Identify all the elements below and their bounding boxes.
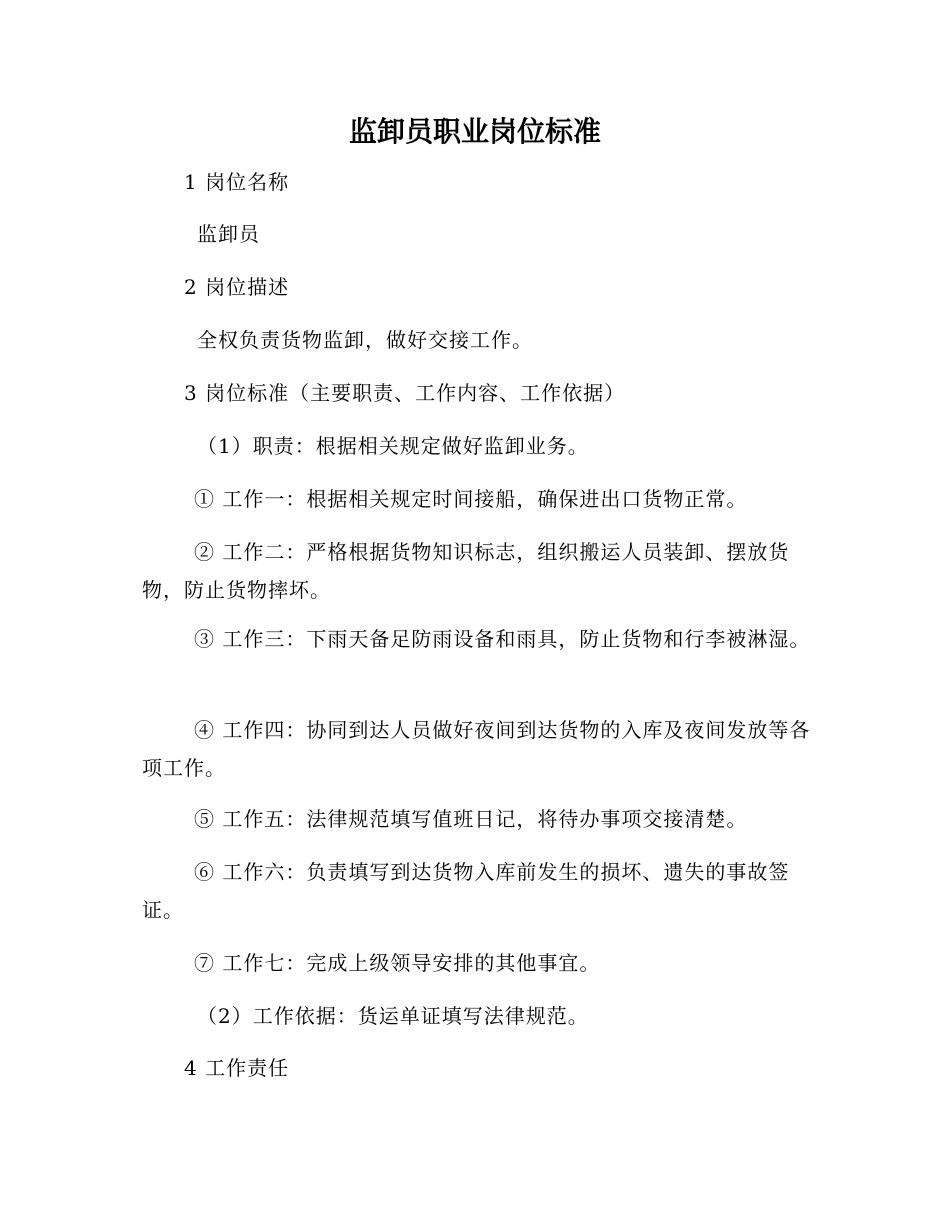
section-3-item-6: ⑥ 工作六：负责填写到达货物入库前发生的损坏、遗失的事故签证。 (142, 860, 790, 922)
section-3-item-2: ② 工作二：严格根据货物知识标志，组织搬运人员装卸、摆放货物，防止货物摔坏。 (142, 540, 790, 602)
document-title: 监卸员职业岗位标准 (348, 115, 601, 148)
section-3-item-3: ③ 工作三：下雨天备足防雨设备和雨具，防止货物和行李被淋湿。 (194, 627, 811, 651)
section-3-duty-paragraph: （1）职责：根据相关规定做好监卸业务。 (197, 434, 589, 458)
section-3-item-1: ① 工作一：根据相关规定时间接船，确保进出口货物正常。 (194, 487, 748, 511)
section-3-item-7: ⑦ 工作七：完成上级领导安排的其他事宜。 (194, 951, 601, 975)
section-3-item-4: ④ 工作四：协同到达人员做好夜间到达货物的入库及夜间发放等各项工作。 (142, 718, 811, 780)
section-1-heading: 1 岗位名称 (184, 170, 290, 194)
section-2-body: 全权负责货物监卸，做好交接工作。 (197, 328, 533, 352)
section-1-body: 监卸员 (197, 222, 260, 246)
section-3-basis-paragraph: （2）工作依据：货运单证填写法律规范。 (197, 1004, 589, 1028)
section-3-item-5: ⑤ 工作五：法律规范填写值班日记，将待办事项交接清楚。 (194, 807, 748, 831)
section-2-heading: 2 岗位描述 (184, 275, 290, 299)
section-4-heading: 4 工作责任 (184, 1056, 290, 1080)
section-3-heading: 3 岗位标准（主要职责、工作内容、工作依据） (184, 381, 626, 405)
